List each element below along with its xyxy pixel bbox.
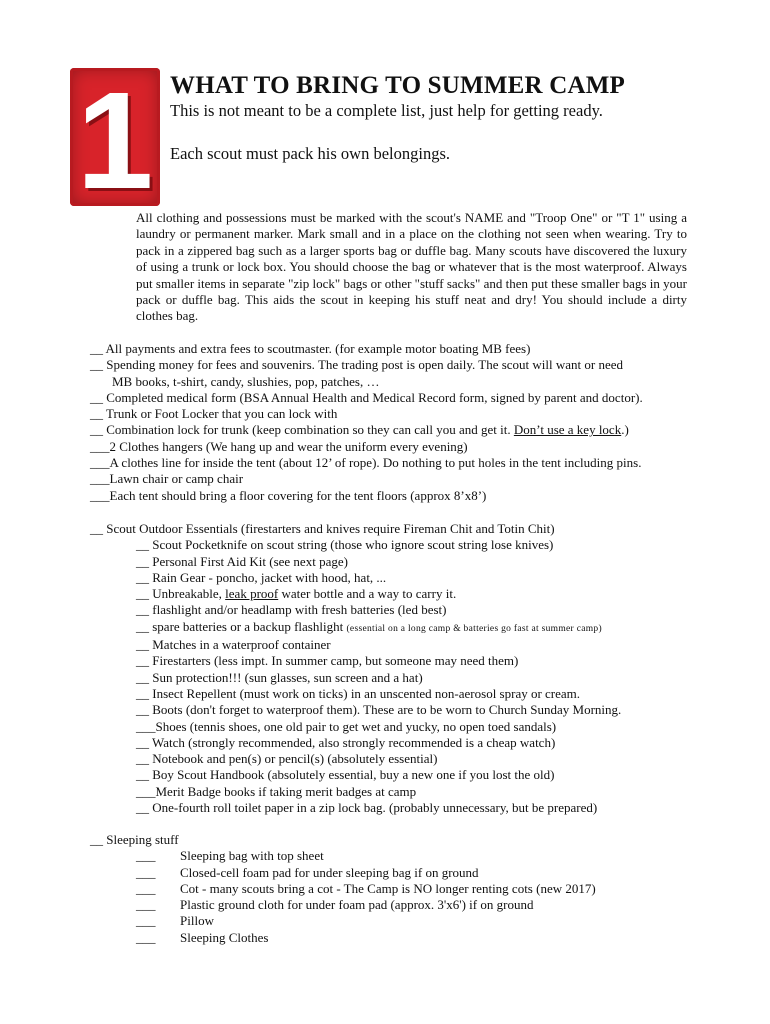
page-subtitle: This is not meant to be a complete list, just help for getting ready. — [170, 101, 603, 120]
list-item: __ All payments and extra fees to scoutmaster. (for example motor boating MB fees) — [90, 341, 531, 356]
list-item: ___ Sleeping bag with top sheet — [90, 848, 710, 864]
list-item: __ Notebook and pen(s) or pencil(s) (absolutely essential) — [136, 751, 438, 767]
check-blank: ___ — [136, 929, 156, 945]
section-heading: __ Scout Outdoor Essentials (firestarters and knives require Fireman Chit and Totin Chit) — [90, 521, 555, 536]
list-item: ___Merit Badge books if taking merit badges at camp — [136, 783, 417, 799]
essentials-checklist — [90, 521, 710, 816]
sleeping-checklist — [90, 832, 710, 946]
list-item: ___2 Clothes hangers (We hang up and wear the uniform every evening) — [90, 438, 468, 454]
essentials-items — [90, 537, 710, 816]
small-note: (essential on a long camp & batteries go fast at summer camp) — [346, 623, 602, 634]
list-item: __ Rain Gear - poncho, jacket with hood, hat, ... — [136, 569, 387, 585]
page-title: WHAT TO BRING TO SUMMER CAMP — [170, 72, 625, 99]
general-checklist — [90, 341, 710, 504]
badge-number: 1 — [76, 64, 154, 218]
list-item: __ Trunk or Foot Locker that you can lock with — [90, 406, 338, 422]
list-item: ___Shoes (tennis shoes, one old pair to get wet and yucky, no open toed sandals) — [136, 718, 557, 734]
underlined-text: Don’t use a key lock — [513, 422, 622, 438]
list-item: __ Unbreakable, leak proof water bottle and a way to carry it. — [136, 586, 457, 602]
packing-note: Each scout must pack his own belongings. — [170, 144, 451, 163]
list-item: ___ Plastic ground cloth for under foam pad (approx. 3'x6') if on ground — [90, 897, 710, 913]
list-item: ___ Cot - many scouts bring a cot - The Camp is NO longer renting cots (new 2017) — [90, 881, 710, 897]
check-blank: ___ — [136, 864, 156, 880]
list-item: __ Watch (strongly recommended, also strongly recommended is a cheap watch) — [136, 734, 556, 750]
list-item: __ Sun protection!!! (sun glasses, sun screen and a hat) — [136, 669, 423, 685]
list-item: ___ Closed-cell foam pad for under sleeping bag if on ground — [90, 865, 710, 881]
troop-number-badge — [70, 64, 160, 218]
list-item: __ Combination lock for trunk (keep combination so they can call you and get it. Don’t use a key lock.) — [90, 422, 629, 438]
list-item: __ Insect Repellent (must work on ticks) in an unscented non-aerosol spray or cream. — [136, 685, 581, 701]
list-item: ___ Sleeping Clothes — [90, 930, 710, 946]
list-item: __ Spending money for fees and souvenirs. The trading post is open daily. The scout will want or need — [90, 357, 624, 373]
list-item: ___A clothes line for inside the tent (about 12’ of rope). Do nothing to put holes in the tent including pins. — [90, 455, 642, 471]
list-item: ___Each tent should bring a floor covering for the tent floors (approx 8’x8’) — [90, 487, 487, 503]
check-blank: ___ — [136, 913, 156, 929]
list-item-continuation: MB books, t-shirt, candy, slushies, pop, patches, … — [112, 373, 380, 389]
section-heading: __ Sleeping stuff — [90, 832, 179, 847]
check-blank: ___ — [136, 880, 156, 896]
list-item: __ Firestarters (less impt. In summer camp, but someone may need them) — [136, 653, 519, 669]
list-item: __ Matches in a waterproof container — [136, 637, 331, 653]
check-blank: ___ — [136, 897, 156, 913]
list-item: __ One-fourth roll toilet paper in a zip lock bag. (probably unnecessary, but be prepared) — [136, 800, 598, 816]
list-item: __ Completed medical form (BSA Annual Health and Medical Record form, signed by parent and doctor). — [90, 389, 643, 405]
list-item: __ Boy Scout Handbook (absolutely essential, buy a new one if you lost the old) — [136, 767, 555, 783]
list-item: __ Scout Pocketknife on scout string (those who ignore scout string lose knives) — [136, 537, 554, 553]
list-item: ___ Pillow — [90, 913, 710, 929]
list-item: __ Personal First Aid Kit (see next page) — [136, 553, 348, 569]
check-blank: ___ — [136, 848, 156, 864]
list-item: __ Boots (don't forget to waterproof them). These are to be worn to Church Sunday Morning. — [136, 702, 622, 718]
list-item: ___Lawn chair or camp chair — [90, 471, 244, 487]
list-item: __ spare batteries or a backup flashlight (essential on a long camp & batteries go fast at summer camp) — [136, 618, 602, 634]
intro-paragraph: All clothing and possessions must be marked with the scout's NAME and "Troop One" or "T 1" using a laundry or permanent marker. Mark small and in a place on the clothing not seen when wearing. Try to pack in a zippered bag such as a larger sports bag or duffle bag. Many scouts have discovered the luxury of using a trunk or lock box. You should choose the bag or whatever that is the most waterproof. Always put smaller items in separate "zip lock" bags or other "stuff sacks" and then put these smaller bags in your pack or duffle bag. This aids the scout in keeping his stuff neat and dry! You should include a dirty clothes bag. — [136, 210, 687, 324]
list-item: __ flashlight and/or headlamp with fresh batteries (led best) — [136, 602, 447, 618]
underlined-text: leak proof — [225, 586, 279, 602]
